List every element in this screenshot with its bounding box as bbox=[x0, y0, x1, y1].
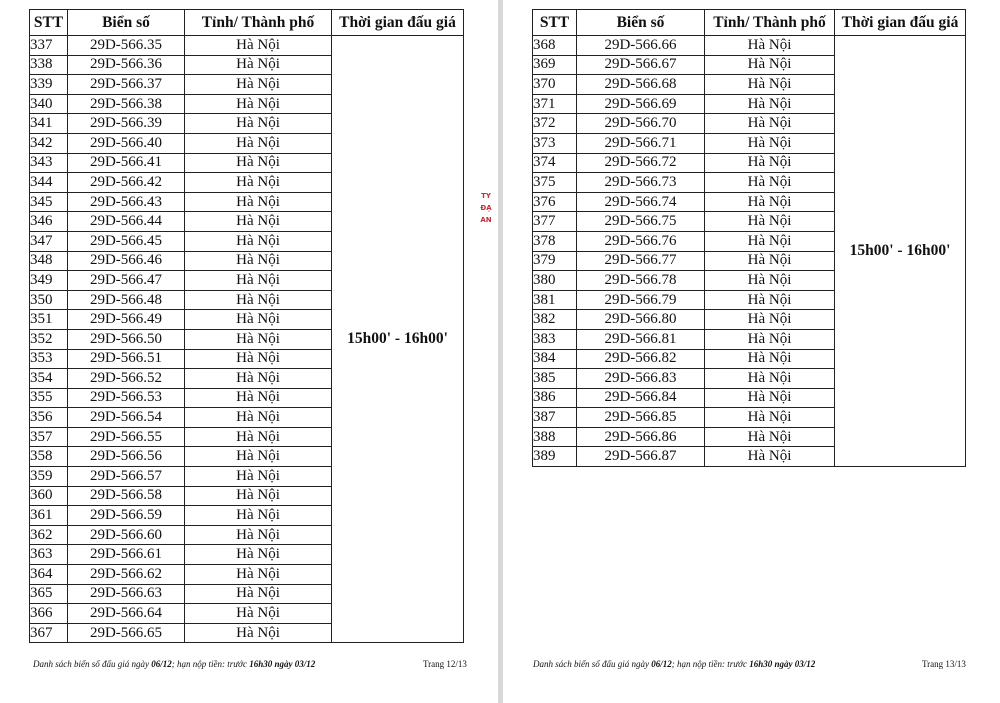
row-stt: 379 bbox=[533, 251, 577, 271]
row-province: Hà Nội bbox=[705, 388, 835, 408]
row-province: Hà Nội bbox=[185, 290, 332, 310]
row-province: Hà Nội bbox=[705, 153, 835, 173]
page-number: Trang 12/13 bbox=[423, 659, 467, 669]
row-province: Hà Nội bbox=[705, 94, 835, 114]
row-stt: 380 bbox=[533, 271, 577, 291]
row-stt: 367 bbox=[30, 623, 68, 643]
row-province: Hà Nội bbox=[705, 447, 835, 467]
row-plate-number: 29D-566.80 bbox=[577, 310, 705, 330]
table-header-row bbox=[533, 10, 966, 36]
row-province: Hà Nội bbox=[705, 75, 835, 95]
row-plate-number: 29D-566.81 bbox=[577, 329, 705, 349]
row-plate-number: 29D-566.44 bbox=[68, 212, 185, 232]
row-plate-number: 29D-566.69 bbox=[577, 94, 705, 114]
row-province: Hà Nội bbox=[705, 231, 835, 251]
row-stt: 365 bbox=[30, 584, 68, 604]
row-plate-number: 29D-566.55 bbox=[68, 427, 185, 447]
row-stt: 374 bbox=[533, 153, 577, 173]
row-stt: 372 bbox=[533, 114, 577, 134]
row-province: Hà Nội bbox=[185, 565, 332, 585]
row-province: Hà Nội bbox=[705, 173, 835, 193]
row-plate-number: 29D-566.83 bbox=[577, 369, 705, 389]
row-plate-number: 29D-566.64 bbox=[68, 604, 185, 624]
header-plate: Biển số bbox=[68, 10, 185, 36]
row-stt: 373 bbox=[533, 133, 577, 153]
row-plate-number: 29D-566.62 bbox=[68, 565, 185, 585]
row-plate-number: 29D-566.50 bbox=[68, 329, 185, 349]
header-stt: STT bbox=[533, 10, 577, 36]
row-plate-number: 29D-566.39 bbox=[68, 114, 185, 134]
row-province: Hà Nội bbox=[705, 114, 835, 134]
row-province: Hà Nội bbox=[705, 369, 835, 389]
row-province: Hà Nội bbox=[705, 408, 835, 428]
footer-prefix: Danh sách biển số đấu giá ngày bbox=[33, 659, 152, 669]
row-province: Hà Nội bbox=[185, 251, 332, 271]
row-province: Hà Nội bbox=[185, 94, 332, 114]
row-stt: 363 bbox=[30, 545, 68, 565]
header-stt: STT bbox=[30, 10, 68, 36]
row-plate-number: 29D-566.60 bbox=[68, 525, 185, 545]
row-province: Hà Nội bbox=[185, 427, 332, 447]
row-stt: 343 bbox=[30, 153, 68, 173]
footer-deadline: 16h30 ngày 03/12 bbox=[749, 659, 816, 669]
row-plate-number: 29D-566.66 bbox=[577, 36, 705, 56]
row-plate-number: 29D-566.45 bbox=[68, 231, 185, 251]
row-stt: 366 bbox=[30, 604, 68, 624]
row-province: Hà Nội bbox=[185, 486, 332, 506]
row-plate-number: 29D-566.59 bbox=[68, 506, 185, 526]
row-province: Hà Nội bbox=[705, 290, 835, 310]
row-stt: 360 bbox=[30, 486, 68, 506]
row-stt: 388 bbox=[533, 427, 577, 447]
row-stt: 358 bbox=[30, 447, 68, 467]
row-stt: 355 bbox=[30, 388, 68, 408]
row-stt: 378 bbox=[533, 231, 577, 251]
row-province: Hà Nội bbox=[185, 604, 332, 624]
plate-table bbox=[532, 9, 966, 467]
row-plate-number: 29D-566.85 bbox=[577, 408, 705, 428]
auction-time-slot: 15h00' - 16h00' bbox=[332, 36, 464, 643]
row-stt: 338 bbox=[30, 55, 68, 75]
row-plate-number: 29D-566.79 bbox=[577, 290, 705, 310]
row-stt: 383 bbox=[533, 329, 577, 349]
row-plate-number: 29D-566.56 bbox=[68, 447, 185, 467]
row-province: Hà Nội bbox=[185, 388, 332, 408]
row-stt: 348 bbox=[30, 251, 68, 271]
row-plate-number: 29D-566.42 bbox=[68, 173, 185, 193]
row-stt: 357 bbox=[30, 427, 68, 447]
footer-prefix: Danh sách biển số đấu giá ngày bbox=[533, 659, 652, 669]
row-stt: 346 bbox=[30, 212, 68, 232]
row-plate-number: 29D-566.51 bbox=[68, 349, 185, 369]
footer-deadline: 16h30 ngày 03/12 bbox=[249, 659, 316, 669]
row-province: Hà Nội bbox=[185, 584, 332, 604]
row-plate-number: 29D-566.48 bbox=[68, 290, 185, 310]
row-plate-number: 29D-566.38 bbox=[68, 94, 185, 114]
row-province: Hà Nội bbox=[185, 114, 332, 134]
row-stt: 387 bbox=[533, 408, 577, 428]
row-province: Hà Nội bbox=[705, 310, 835, 330]
row-stt: 386 bbox=[533, 388, 577, 408]
row-stt: 347 bbox=[30, 231, 68, 251]
row-province: Hà Nội bbox=[185, 192, 332, 212]
header-province: Tỉnh/ Thành phố bbox=[705, 10, 835, 36]
footer-middle: ; hạn nộp tiền: trước bbox=[671, 659, 750, 669]
row-stt: 385 bbox=[533, 369, 577, 389]
row-province: Hà Nội bbox=[705, 212, 835, 232]
table-row bbox=[30, 36, 464, 56]
row-stt: 364 bbox=[30, 565, 68, 585]
row-plate-number: 29D-566.72 bbox=[577, 153, 705, 173]
row-plate-number: 29D-566.36 bbox=[68, 55, 185, 75]
row-province: Hà Nội bbox=[185, 506, 332, 526]
row-plate-number: 29D-566.75 bbox=[577, 212, 705, 232]
row-stt: 389 bbox=[533, 447, 577, 467]
row-province: Hà Nội bbox=[185, 467, 332, 487]
footer-note bbox=[33, 659, 315, 669]
row-plate-number: 29D-566.49 bbox=[68, 310, 185, 330]
footer-date: 06/12 bbox=[651, 659, 672, 669]
row-province: Hà Nội bbox=[185, 310, 332, 330]
row-stt: 362 bbox=[30, 525, 68, 545]
row-stt: 381 bbox=[533, 290, 577, 310]
row-plate-number: 29D-566.84 bbox=[577, 388, 705, 408]
row-plate-number: 29D-566.58 bbox=[68, 486, 185, 506]
table-row bbox=[533, 36, 966, 56]
header-time: Thời gian đấu giá bbox=[332, 10, 464, 36]
header-province: Tỉnh/ Thành phố bbox=[185, 10, 332, 36]
row-stt: 375 bbox=[533, 173, 577, 193]
footer-date: 06/12 bbox=[151, 659, 172, 669]
row-province: Hà Nội bbox=[185, 133, 332, 153]
row-plate-number: 29D-566.77 bbox=[577, 251, 705, 271]
row-stt: 350 bbox=[30, 290, 68, 310]
row-province: Hà Nội bbox=[705, 55, 835, 75]
row-province: Hà Nội bbox=[185, 525, 332, 545]
row-province: Hà Nội bbox=[185, 75, 332, 95]
row-province: Hà Nội bbox=[185, 271, 332, 291]
row-province: Hà Nội bbox=[705, 36, 835, 56]
row-plate-number: 29D-566.86 bbox=[577, 427, 705, 447]
row-stt: 352 bbox=[30, 329, 68, 349]
row-province: Hà Nội bbox=[185, 408, 332, 428]
row-province: Hà Nội bbox=[705, 192, 835, 212]
row-province: Hà Nội bbox=[705, 329, 835, 349]
row-stt: 354 bbox=[30, 369, 68, 389]
row-stt: 342 bbox=[30, 133, 68, 153]
plate-table bbox=[29, 9, 464, 643]
row-stt: 370 bbox=[533, 75, 577, 95]
row-plate-number: 29D-566.65 bbox=[68, 623, 185, 643]
header-time: Thời gian đấu giá bbox=[835, 10, 966, 36]
document-page-right bbox=[503, 0, 1000, 703]
header-plate: Biển số bbox=[577, 10, 705, 36]
row-stt: 345 bbox=[30, 192, 68, 212]
row-plate-number: 29D-566.67 bbox=[577, 55, 705, 75]
row-plate-number: 29D-566.53 bbox=[68, 388, 185, 408]
row-stt: 382 bbox=[533, 310, 577, 330]
row-province: Hà Nội bbox=[185, 231, 332, 251]
row-plate-number: 29D-566.76 bbox=[577, 231, 705, 251]
row-plate-number: 29D-566.87 bbox=[577, 447, 705, 467]
row-stt: 353 bbox=[30, 349, 68, 369]
footer-middle: ; hạn nộp tiền: trước bbox=[171, 659, 250, 669]
row-province: Hà Nội bbox=[185, 36, 332, 56]
row-plate-number: 29D-566.78 bbox=[577, 271, 705, 291]
row-province: Hà Nội bbox=[705, 133, 835, 153]
row-province: Hà Nội bbox=[185, 212, 332, 232]
row-plate-number: 29D-566.71 bbox=[577, 133, 705, 153]
row-province: Hà Nội bbox=[185, 623, 332, 643]
row-province: Hà Nội bbox=[705, 349, 835, 369]
footer-note bbox=[533, 659, 815, 669]
row-stt: 344 bbox=[30, 173, 68, 193]
document-page-left bbox=[0, 0, 498, 703]
row-stt: 356 bbox=[30, 408, 68, 428]
row-stt: 339 bbox=[30, 75, 68, 95]
row-plate-number: 29D-566.74 bbox=[577, 192, 705, 212]
row-stt: 377 bbox=[533, 212, 577, 232]
row-plate-number: 29D-566.63 bbox=[68, 584, 185, 604]
row-plate-number: 29D-566.37 bbox=[68, 75, 185, 95]
row-plate-number: 29D-566.40 bbox=[68, 133, 185, 153]
row-plate-number: 29D-566.35 bbox=[68, 36, 185, 56]
row-plate-number: 29D-566.46 bbox=[68, 251, 185, 271]
row-province: Hà Nội bbox=[185, 55, 332, 75]
row-plate-number: 29D-566.82 bbox=[577, 349, 705, 369]
page-number: Trang 13/13 bbox=[922, 659, 966, 669]
row-stt: 384 bbox=[533, 349, 577, 369]
row-province: Hà Nội bbox=[185, 369, 332, 389]
row-stt: 349 bbox=[30, 271, 68, 291]
row-plate-number: 29D-566.54 bbox=[68, 408, 185, 428]
row-stt: 341 bbox=[30, 114, 68, 134]
row-province: Hà Nội bbox=[705, 427, 835, 447]
row-province: Hà Nội bbox=[185, 349, 332, 369]
row-stt: 376 bbox=[533, 192, 577, 212]
row-stt: 368 bbox=[533, 36, 577, 56]
row-stt: 340 bbox=[30, 94, 68, 114]
row-plate-number: 29D-566.47 bbox=[68, 271, 185, 291]
row-province: Hà Nội bbox=[705, 251, 835, 271]
row-plate-number: 29D-566.68 bbox=[577, 75, 705, 95]
row-stt: 337 bbox=[30, 36, 68, 56]
row-plate-number: 29D-566.73 bbox=[577, 173, 705, 193]
row-plate-number: 29D-566.61 bbox=[68, 545, 185, 565]
row-stt: 359 bbox=[30, 467, 68, 487]
row-province: Hà Nội bbox=[185, 173, 332, 193]
red-seal-stamp-partial: TY ĐẠ AN bbox=[480, 192, 492, 224]
row-province: Hà Nội bbox=[185, 329, 332, 349]
row-province: Hà Nội bbox=[185, 447, 332, 467]
row-province: Hà Nội bbox=[185, 153, 332, 173]
row-plate-number: 29D-566.70 bbox=[577, 114, 705, 134]
row-plate-number: 29D-566.41 bbox=[68, 153, 185, 173]
auction-time-slot: 15h00' - 16h00' bbox=[835, 36, 966, 467]
row-stt: 371 bbox=[533, 94, 577, 114]
row-stt: 369 bbox=[533, 55, 577, 75]
row-plate-number: 29D-566.43 bbox=[68, 192, 185, 212]
row-stt: 351 bbox=[30, 310, 68, 330]
row-plate-number: 29D-566.52 bbox=[68, 369, 185, 389]
row-stt: 361 bbox=[30, 506, 68, 526]
table-header-row bbox=[30, 10, 464, 36]
row-province: Hà Nội bbox=[185, 545, 332, 565]
row-province: Hà Nội bbox=[705, 271, 835, 291]
row-plate-number: 29D-566.57 bbox=[68, 467, 185, 487]
